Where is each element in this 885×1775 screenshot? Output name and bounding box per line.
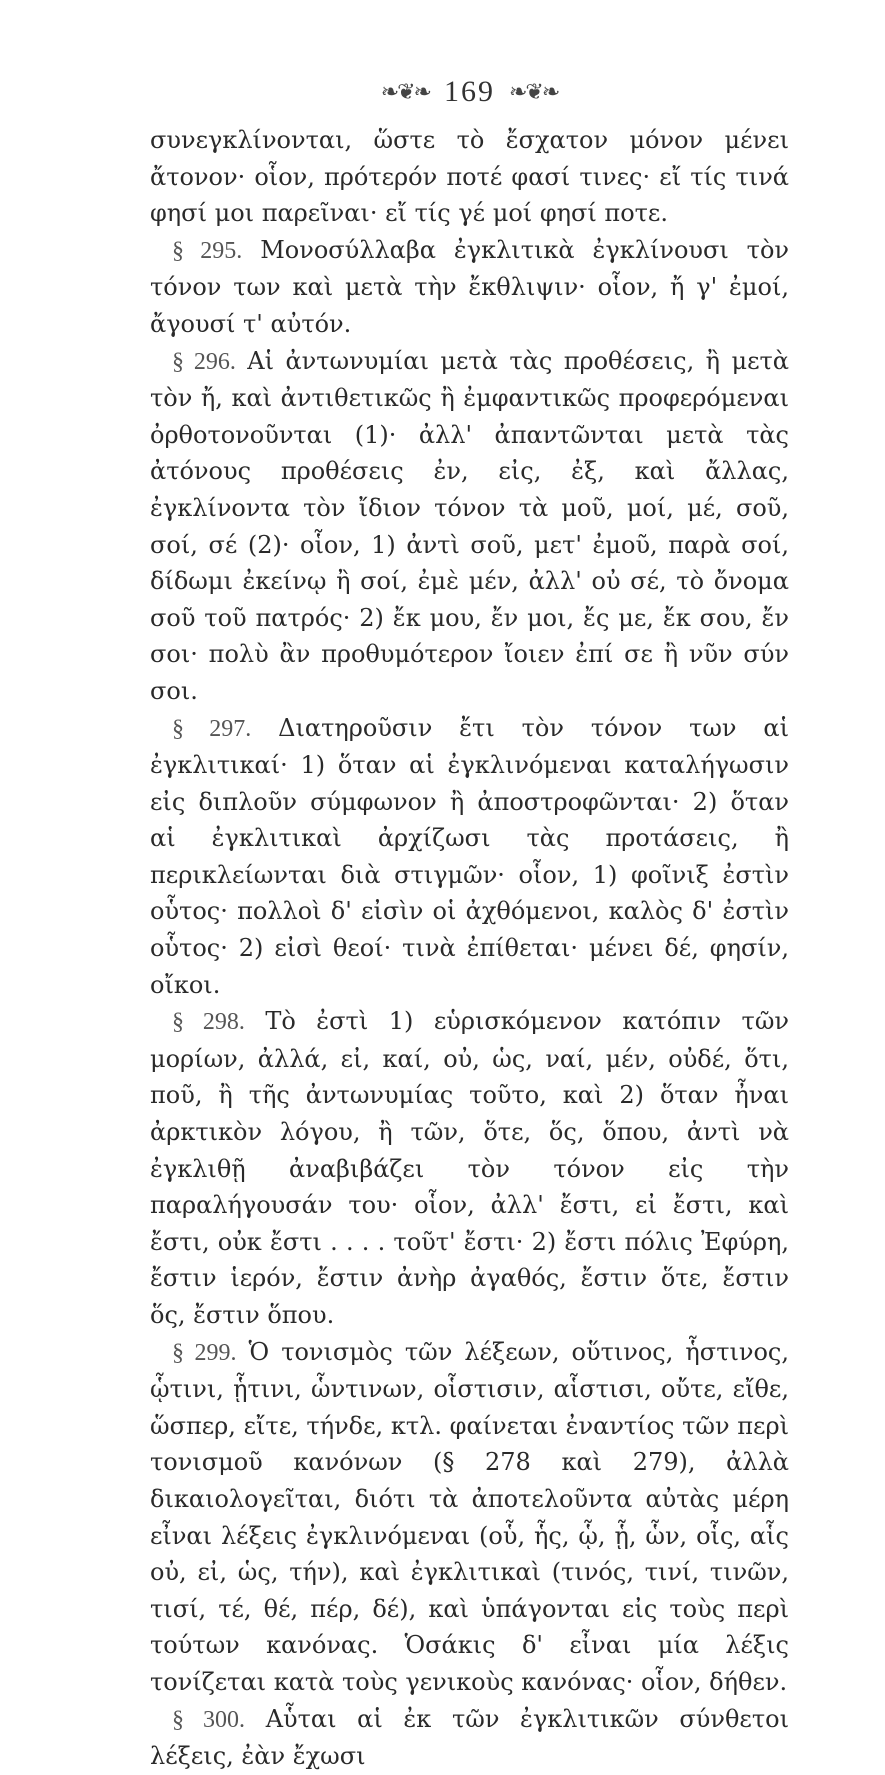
paragraph-296: [150, 343, 789, 710]
page-number: 169: [444, 75, 495, 108]
page-header: [150, 70, 789, 114]
section-number: § 297.: [172, 715, 252, 742]
paragraph-300: [150, 1701, 789, 1775]
paragraph-text: Ὁ τονισμὸς τῶν λέξεων, οὕτινος, ἧστινος, ᾧτινι, ᾗτινι, ὧντινων, οἷστισιν, αἷστισι, οὔτε, εἴθε, ὥσπερ, εἴτε, τήνδε, κτλ. φαίνεται ἐναντίος τῶν περὶ τονισμοῦ κανόνων (§ 278 καὶ 279), ἀλλὰ δικαιολογεῖται, διότι τὰ ἀποτελοῦντα αὐτὰς μέρη εἶναι λέξεις ἐγκλινόμεναι (οὗ, ἧς, ᾧ, ᾗ, ὧν, οἷς, αἷς οὐ, εἰ, ὡς, τήν), καὶ ἐγκλιτικαὶ (τινός, τινί, τινῶν, τισί, τέ, θέ, πέρ, δέ), καὶ ὑπάγονται εἰς τοὺς περὶ τούτων κανόνας. Ὁσάκις δ' εἶναι μία λέξις τονίζεται κατὰ τοὺς γενικοὺς κανόνας· οἷον, δήθεν.: [150, 1337, 789, 1696]
paragraph-299: [150, 1334, 789, 1701]
section-number: § 300.: [172, 1706, 246, 1733]
paragraph-text: Μονοσύλλαβα ἐγκλιτικὰ ἐγκλίνουσι τὸν τόνον των καὶ μετὰ τὴν ἔκθλιψιν· οἷον, ἤ γ' ἐμοί, ἄγουσί τ' αὐτόν.: [150, 235, 789, 338]
paragraph-text: Αἱ ἀντωνυμίαι μετὰ τὰς προθέσεις, ἢ μετὰ τὸν ἤ, καὶ ἀντιθετικῶς ἢ ἐμφαντικῶς προφερόμεναι ὀρθοτονοῦνται (1)· ἀλλ' ἀπαντῶνται μετὰ τὰς ἀτόνους προθέσεις ἐν, εἰς, ἐξ, καὶ ἄλλας, ἐγκλίνοντα τὸν ἴδιον τόνον τὰ μοῦ, μοί, μέ, σοῦ, σοί, σέ (2)· οἷον, 1) ἀντὶ σοῦ, μετ' ἐμοῦ, παρὰ σοί, δίδωμι ἐκείνῳ ἢ σοί, ἐμὲ μέν, ἀλλ' οὐ σέ, τὸ ὄνομα σοῦ τοῦ πατρός· 2) ἔκ μου, ἔν μοι, ἔς με, ἔκ σου, ἔν σοι· πολὺ ἂν προθυμότερον ἴοιεν ἐπί σε ἢ νῦν σύν σοι.: [150, 346, 790, 705]
section-number: § 296.: [172, 348, 236, 375]
section-number: § 299.: [172, 1339, 237, 1366]
ornament-left-icon: ❧❦❧: [380, 79, 430, 105]
paragraph-297: [150, 710, 789, 1004]
paragraph-text: Αὗται αἱ ἐκ τῶν ἐγκλιτικῶν σύνθετοι λέξεις, ἐὰν ἔχωσι: [150, 1704, 789, 1771]
paragraph-298: [150, 1003, 789, 1333]
body-text: [150, 122, 789, 1775]
section-number: § 295.: [172, 237, 243, 264]
paragraph-295: [150, 232, 789, 343]
paragraph-text: Τὸ ἐστὶ 1) εὑρισκόμενον κατόπιν τῶν μορίων, ἀλλά, εἰ, καί, οὐ, ὡς, ναί, μέν, οὐδέ, ὅτι, ποῦ, ἢ τῆς ἀντωνυμίας τοῦτο, καὶ 2) ὅταν ἦναι ἀρκτικὸν λόγου, ἢ τῶν, ὅτε, ὅς, ὅπου, ἀντὶ νὰ ἐγκλιθῇ ἀναβιβάζει τὸν τόνον εἰς τὴν παραλήγουσάν του· οἷον, ἀλλ' ἔστι, εἰ ἔστι, καὶ ἔστι, οὐκ ἔστι . . . . τοῦτ' ἔστι· 2) ἔστι πόλις Ἐφύρη, ἔστιν ἱερόν, ἔστιν ἀνὴρ ἀγαθός, ἔστιν ὅτε, ἔστιν ὅς, ἔστιν ὅπου.: [150, 1007, 789, 1329]
paragraph-text: Διατηροῦσιν ἔτι τὸν τόνον των αἱ ἐγκλιτικαί· 1) ὅταν αἱ ἐγκλινόμεναι καταλήγωσιν εἰς διπλοῦν σύμφωνον ἢ ἀποστροφῶνται· 2) ὅταν αἱ ἐγκλιτικαὶ ἀρχίζωσι τὰς προτάσεις, ἢ περικλείωνται διὰ στιγμῶν· οἷον, 1) φοῖνιξ ἐστὶν οὗτος· πολλοὶ δ' εἰσὶν οἱ ἀχθόμενοι, καλὸς δ' ἐστὶν οὗτος· 2) εἰσὶ θεοί· τινὰ ἐπίθεται· μένει δέ, φησίν, οἴκοι.: [150, 713, 790, 999]
section-number: § 298.: [172, 1009, 245, 1036]
paragraph-text: συνεγκλίνονται, ὥστε τὸ ἔσχατον μόνον μένει ἄτονον· οἷον, πρότερόν ποτέ φασί τινες· εἴ τίς τινά φησί μοι παρεῖναι· εἴ τίς γέ μοί φησί ποτε.: [150, 126, 789, 228]
paragraph-continuation: [150, 122, 789, 232]
ornament-right-icon: ❧❦❧: [509, 79, 559, 105]
